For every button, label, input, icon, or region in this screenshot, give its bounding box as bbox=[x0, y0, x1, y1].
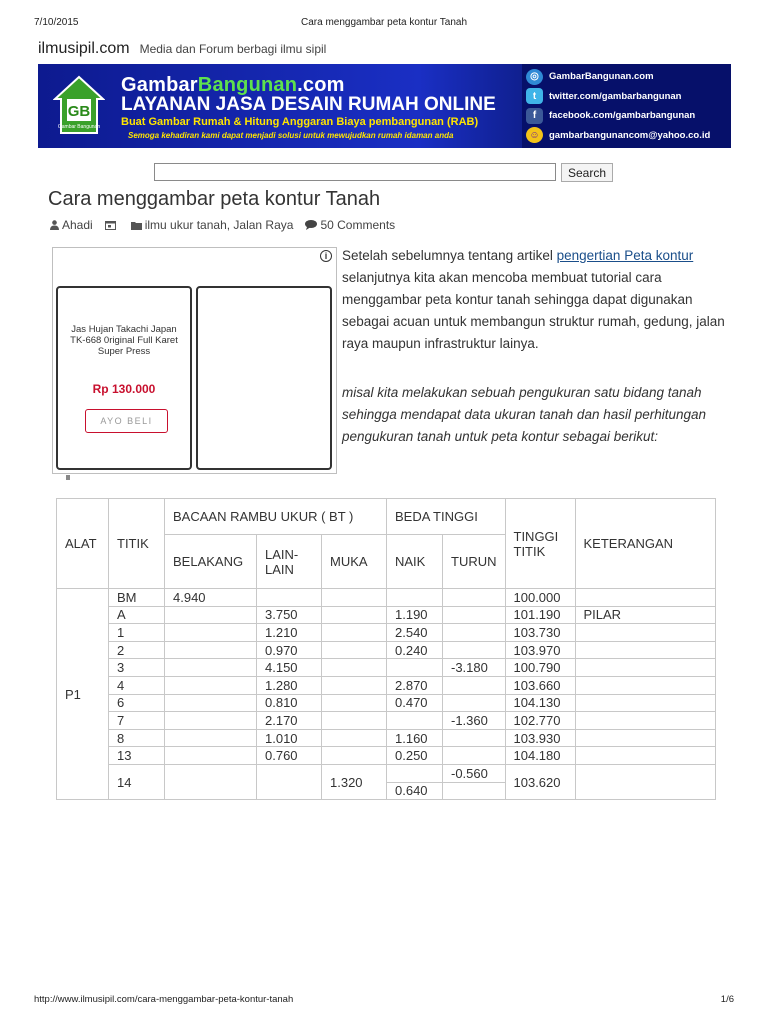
cell-turun bbox=[443, 729, 506, 747]
italic-paragraph: misal kita melakukan sebuah pengukuran satu bidang tanah sehingga mendapat data ukuran tanah dan hasil perhitungan pengukuran tanah untuk peta kontur sebagai berikut: bbox=[342, 385, 707, 444]
author-link[interactable]: Ahadi bbox=[62, 218, 93, 232]
brand-part-1: Gambar bbox=[121, 74, 198, 96]
cell-turun bbox=[443, 641, 506, 659]
cell-tinggi: 103.660 bbox=[505, 676, 575, 694]
cell-muka bbox=[322, 641, 387, 659]
survey-table-body bbox=[57, 499, 716, 800]
th-bacaan: BACAAN RAMBU UKUR ( BT ) bbox=[165, 499, 387, 535]
th-belakang: BELAKANG bbox=[165, 535, 257, 589]
cell-keterangan bbox=[575, 641, 716, 659]
comment-icon bbox=[305, 220, 317, 230]
ad-info-icon[interactable]: i bbox=[320, 250, 332, 262]
search-input[interactable] bbox=[154, 163, 556, 181]
cell-keterangan: PILAR bbox=[575, 606, 716, 624]
table-row bbox=[57, 729, 716, 747]
ad-product-name: Jas Hujan Takachi Japan TK-668 0riginal Full Karet Super Press bbox=[70, 324, 178, 357]
cell-titik: 14 bbox=[109, 764, 165, 799]
banner-ad[interactable] bbox=[38, 64, 731, 148]
cell-titik: BM bbox=[109, 589, 165, 607]
cell-turun: -0.560 bbox=[443, 764, 506, 782]
cell-belakang bbox=[165, 606, 257, 624]
logo-caption: Gambar Bangunan bbox=[57, 124, 101, 130]
author-meta bbox=[50, 218, 93, 232]
table-row bbox=[57, 712, 716, 730]
cell-lainlain: 0.760 bbox=[257, 747, 322, 765]
cell-muka bbox=[322, 712, 387, 730]
intro-paragraph bbox=[342, 245, 727, 355]
cell-naik bbox=[387, 659, 443, 677]
comments-link[interactable]: 50 Comments bbox=[320, 218, 396, 232]
cell-naik bbox=[387, 764, 443, 782]
cell-naik: 2.870 bbox=[387, 676, 443, 694]
user-icon bbox=[50, 220, 59, 230]
cell-naik: 0.250 bbox=[387, 747, 443, 765]
contact-website bbox=[526, 67, 727, 87]
cell-keterangan bbox=[575, 747, 716, 765]
cell-lainlain: 1.280 bbox=[257, 676, 322, 694]
th-lainlain: LAIN-LAIN bbox=[257, 535, 322, 589]
logo-text: GB bbox=[67, 103, 91, 120]
cell-titik: 13 bbox=[109, 747, 165, 765]
contact-twitter bbox=[526, 87, 727, 107]
th-alat: ALAT bbox=[57, 499, 109, 589]
cell-tinggi: 100.000 bbox=[505, 589, 575, 607]
cell-muka bbox=[322, 659, 387, 677]
contact-facebook bbox=[526, 106, 727, 126]
th-keterangan: KETERANGAN bbox=[575, 499, 716, 589]
cell-keterangan bbox=[575, 624, 716, 642]
category-links[interactable]: ilmu ukur tanah, Jalan Raya bbox=[144, 218, 294, 232]
cell-lainlain: 0.970 bbox=[257, 641, 322, 659]
survey-table bbox=[56, 498, 716, 800]
cell-naik: 2.540 bbox=[387, 624, 443, 642]
cell-muka bbox=[322, 729, 387, 747]
post-title: Cara menggambar peta kontur Tanah bbox=[48, 188, 381, 210]
yahoo-messenger-icon: ☺ bbox=[526, 127, 543, 143]
cell-turun: -1.360 bbox=[443, 712, 506, 730]
intro-link[interactable]: pengertian Peta kontur bbox=[556, 248, 694, 263]
cell-lainlain: 2.170 bbox=[257, 712, 322, 730]
cell-belakang bbox=[165, 676, 257, 694]
cell-belakang bbox=[165, 764, 257, 799]
cell-tinggi: 103.620 bbox=[505, 764, 575, 799]
contact-yahoo bbox=[526, 126, 727, 146]
table-header-row bbox=[57, 499, 716, 535]
table-row bbox=[57, 747, 716, 765]
th-beda: BEDA TINGGI bbox=[387, 499, 506, 535]
cell-tinggi: 103.930 bbox=[505, 729, 575, 747]
cell-titik: 4 bbox=[109, 676, 165, 694]
cell-keterangan bbox=[575, 729, 716, 747]
cell-keterangan bbox=[575, 589, 716, 607]
comments-meta bbox=[305, 218, 395, 232]
folder-icon bbox=[131, 221, 142, 230]
cell-lainlain: 3.750 bbox=[257, 606, 322, 624]
cell-muka bbox=[322, 694, 387, 712]
cell-muka bbox=[322, 589, 387, 607]
date-meta bbox=[105, 220, 119, 230]
cell-tinggi: 104.130 bbox=[505, 694, 575, 712]
globe-icon: ◎ bbox=[526, 69, 543, 85]
facebook-icon: f bbox=[526, 108, 543, 124]
cell-muka bbox=[322, 624, 387, 642]
cell-turun bbox=[443, 624, 506, 642]
cell-titik: 3 bbox=[109, 659, 165, 677]
search-form bbox=[154, 163, 613, 182]
site-name-link[interactable]: ilmusipil.com bbox=[38, 40, 130, 57]
cell-keterangan bbox=[575, 694, 716, 712]
table-row bbox=[57, 659, 716, 677]
table-row bbox=[57, 764, 716, 782]
cell-tinggi: 101.190 bbox=[505, 606, 575, 624]
cell-lainlain bbox=[257, 589, 322, 607]
ad-box bbox=[52, 247, 337, 474]
cell-tinggi: 103.730 bbox=[505, 624, 575, 642]
cell-naik: 0.240 bbox=[387, 641, 443, 659]
ad-product-card[interactable] bbox=[56, 286, 192, 470]
brand-part-2: Bangunan bbox=[197, 74, 298, 96]
cell-tinggi: 102.770 bbox=[505, 712, 575, 730]
cell-belakang bbox=[165, 747, 257, 765]
cell-belakang bbox=[165, 624, 257, 642]
cell-titik: 1 bbox=[109, 624, 165, 642]
print-header bbox=[34, 17, 734, 31]
cell-titik: A bbox=[109, 606, 165, 624]
cell-muka bbox=[322, 676, 387, 694]
banner-subline: Buat Gambar Rumah & Hitung Anggaran Biaya pembangunan (RAB) bbox=[121, 116, 479, 128]
cell-tinggi: 100.790 bbox=[505, 659, 575, 677]
table-row bbox=[57, 624, 716, 642]
cell-belakang bbox=[165, 659, 257, 677]
gb-logo-icon bbox=[53, 75, 105, 135]
cell-belakang bbox=[165, 641, 257, 659]
search-button[interactable]: Search bbox=[561, 163, 613, 182]
site-header bbox=[38, 40, 326, 60]
th-muka: MUKA bbox=[322, 535, 387, 589]
cell-tinggi: 104.180 bbox=[505, 747, 575, 765]
cell-keterangan bbox=[575, 676, 716, 694]
table-row bbox=[57, 606, 716, 624]
cell-muka bbox=[322, 606, 387, 624]
cell-titik: 2 bbox=[109, 641, 165, 659]
twitter-icon: t bbox=[526, 88, 543, 104]
contact-twitter-text: twitter.com/gambarbangunan bbox=[549, 90, 682, 102]
cell-titik: 8 bbox=[109, 729, 165, 747]
table-row bbox=[57, 589, 716, 607]
cell-lainlain bbox=[257, 764, 322, 799]
site-tagline: Media dan Forum berbagi ilmu sipil bbox=[139, 42, 327, 56]
contact-website-text: GambarBangunan.com bbox=[549, 71, 654, 83]
cell-lainlain: 1.010 bbox=[257, 729, 322, 747]
cell-lainlain: 4.150 bbox=[257, 659, 322, 677]
cell-turun bbox=[443, 694, 506, 712]
intro-text-2: selanjutnya kita akan mencoba membuat tutorial cara menggambar peta kontur tanah sehingga dapat digunakan sebagai acuan untuk membangun struktur rumah, gedung, jalan raya maupun infrastruktur lainya. bbox=[342, 270, 725, 351]
cell-belakang bbox=[165, 729, 257, 747]
cell-titik: 7 bbox=[109, 712, 165, 730]
cell-tinggi: 103.970 bbox=[505, 641, 575, 659]
print-url: http://www.ilmusipil.com/cara-menggambar-peta-kontur-tanah bbox=[34, 994, 294, 1005]
th-tinggi: TINGGI TITIK bbox=[505, 499, 575, 589]
category-meta bbox=[131, 218, 294, 232]
ad-buy-button[interactable]: AYO BELI bbox=[85, 409, 168, 433]
cell-titik: 6 bbox=[109, 694, 165, 712]
post-meta bbox=[50, 218, 407, 232]
ad-marker bbox=[66, 475, 70, 480]
banner-slogan: Semoga kehadiran kami dapat menjadi solusi untuk mewujudkan rumah idaman anda bbox=[128, 131, 454, 140]
cell-naik: 1.160 bbox=[387, 729, 443, 747]
banner-headline: LAYANAN JASA DESAIN RUMAH ONLINE bbox=[121, 94, 496, 115]
cell-turun: -3.180 bbox=[443, 659, 506, 677]
cell-muka bbox=[322, 747, 387, 765]
print-page-number: 1/6 bbox=[720, 994, 734, 1005]
print-date: 7/10/2015 bbox=[34, 17, 79, 28]
cell-naik: 0.640 bbox=[387, 782, 443, 800]
cell-naik bbox=[387, 712, 443, 730]
cell-turun bbox=[443, 676, 506, 694]
th-naik: NAIK bbox=[387, 535, 443, 589]
contact-yahoo-text: gambarbangunancom@yahoo.co.id bbox=[549, 129, 711, 141]
cell-alat: P1 bbox=[57, 589, 109, 800]
cell-lainlain: 0.810 bbox=[257, 694, 322, 712]
cell-belakang bbox=[165, 712, 257, 730]
ad-product-price: Rp 130.000 bbox=[92, 382, 156, 396]
cell-belakang: 4.940 bbox=[165, 589, 257, 607]
print-title: Cara menggambar peta kontur Tanah bbox=[300, 17, 468, 28]
intro-text-1: Setelah sebelumnya tentang artikel bbox=[342, 248, 557, 263]
cell-turun bbox=[443, 606, 506, 624]
cell-naik: 1.190 bbox=[387, 606, 443, 624]
contact-facebook-text: facebook.com/gambarbangunan bbox=[549, 110, 696, 122]
cell-muka: 1.320 bbox=[322, 764, 387, 799]
cell-belakang bbox=[165, 694, 257, 712]
cell-keterangan bbox=[575, 764, 716, 799]
ad-product-card-empty[interactable] bbox=[196, 286, 332, 470]
brand-part-3: .com bbox=[297, 74, 345, 96]
table-row bbox=[57, 694, 716, 712]
cell-turun bbox=[443, 747, 506, 765]
calendar-icon bbox=[105, 220, 116, 230]
cell-naik: 0.470 bbox=[387, 694, 443, 712]
banner-contacts bbox=[522, 64, 731, 148]
table-row bbox=[57, 641, 716, 659]
cell-turun bbox=[443, 782, 506, 800]
cell-keterangan bbox=[575, 659, 716, 677]
table-row bbox=[57, 676, 716, 694]
th-titik: TITIK bbox=[109, 499, 165, 589]
th-turun: TURUN bbox=[443, 535, 506, 589]
cell-turun bbox=[443, 589, 506, 607]
cell-lainlain: 1.210 bbox=[257, 624, 322, 642]
cell-keterangan bbox=[575, 712, 716, 730]
cell-naik bbox=[387, 589, 443, 607]
